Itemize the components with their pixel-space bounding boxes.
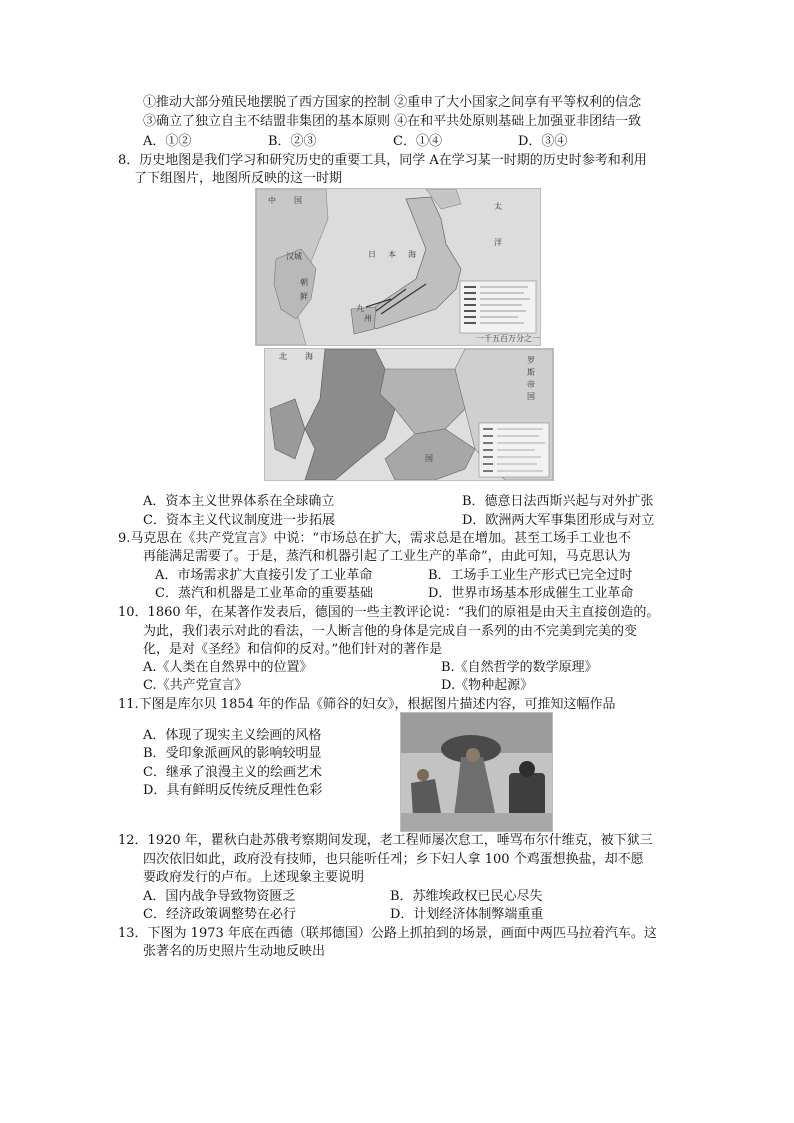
q10-stem-line-1: 10．1860 年，在某著作发表后，德国的一些主教评论说：“我们的原祖是由天主直接创造的。	[118, 605, 660, 620]
map2-label-6: 国	[425, 454, 433, 463]
q11-option-a: A．体现了现实主义绘画的风格	[143, 728, 322, 743]
map2-label-5: 国	[527, 392, 535, 401]
q12-option-d: D．计划经济体制弊端重重	[390, 907, 544, 922]
q9-option-c: C．蒸汽和机器是工业革命的重要基础	[155, 586, 373, 601]
q10-stem-line-2: 为此，我们表示对此的看法，一人断言他的身体是完成自一系列的由不完美到完美的变	[143, 624, 638, 639]
map2-label-2: 罗	[527, 356, 535, 365]
q9-stem-line-2: 再能满足需要了。于是，蒸汽和机器引起了工业生产的革命”，由此可知，马克思认为	[143, 549, 631, 564]
q12-option-b: B．苏维埃政权已民心尽失	[390, 889, 543, 904]
q11-option-d: D．具有鲜明反传统反理性色彩	[143, 783, 323, 798]
q10-stem-line-3: 化，是对《圣经》和信仰的反对。”他们针对的著作是	[143, 642, 443, 657]
q12-option-c: C．经济政策调整势在必行	[143, 907, 296, 922]
map1-label-11: 九	[356, 304, 364, 313]
map2-label-4: 帝	[527, 380, 535, 389]
q12-stem-line-1: 12．1920 年，瞿秋白赴苏俄考察期间发现，老工程师屡次怠工，唾骂布尔什维克，被下狱三	[118, 833, 653, 848]
q11-stem: 11.下图是库尔贝 1854 年的作品《筛谷的妇女》，根据图片描述内容，可推知这幅作品	[118, 697, 616, 712]
q8-option-c: C．资本主义代议制度进一步拓展	[143, 513, 335, 528]
q7-option-b: B．②③	[268, 134, 317, 149]
map1-label-7: 洋	[494, 238, 502, 247]
q8-option-d: D．欧洲两大军事集团形成与对立	[462, 513, 655, 528]
map1-label-4: 本	[388, 250, 396, 259]
map-europe-alliances	[264, 348, 554, 481]
map1-label-5: 海	[408, 250, 416, 259]
map1-label-10: 州	[364, 314, 372, 323]
q12-option-a: A．国内战争导致物资匮乏	[143, 889, 296, 904]
q13-stem-line-2: 张著名的历史照片生动地反映出	[143, 944, 326, 959]
map1-label-9: 鲜	[300, 292, 308, 301]
map1-label-6: 太	[494, 202, 502, 211]
q8-option-b: B．德意日法西斯兴起与对外扩张	[462, 494, 654, 509]
painting-image	[400, 712, 553, 832]
q12-stem-line-3: 要政府发行的卢布。上述现象主要说明	[143, 870, 365, 885]
map1-label-1: 国	[294, 196, 302, 205]
map1-caption: 一千五百万分之一	[476, 334, 540, 343]
q8-option-a: A．资本主义世界体系在全球确立	[143, 494, 335, 509]
q9-option-d: D．世界市场基本形成催生工业革命	[428, 586, 634, 601]
map1-label-3: 日	[368, 250, 376, 259]
q10-option-c: C.《共产党宣言》	[143, 678, 248, 693]
q7-statement-2: ③确立了独立自主不结盟非集团的基本原则 ④在和平共处原则基础上加强亚非团结一致	[143, 114, 642, 129]
q8-stem-line-2: 了下组图片，地图所反映的这一时期	[134, 171, 343, 186]
map1-label-8: 朝	[300, 278, 308, 287]
q7-option-c: C．①④	[393, 134, 442, 149]
q10-option-d: D.《物种起源》	[441, 678, 534, 693]
q9-option-b: B．工场手工业生产形式已完全过时	[428, 568, 633, 583]
q13-stem-line-1: 13．下图为 1973 年底在西德（联邦德国）公路上抓拍到的场景，画面中两匹马拉着汽车。这	[118, 926, 657, 941]
q8-stem-line-1: 8．历史地图是我们学习和研究历史的重要工具，同学 A在学习某一时期的历史时参考和利用	[118, 153, 647, 168]
q7-statement-1: ①推动大部分殖民地摆脱了西方国家的控制 ②重申了大小国家之间享有平等权利的信念	[143, 95, 642, 110]
q10-option-a: A.《人类在自然界中的位置》	[143, 660, 313, 675]
q12-stem-line-2: 四次依旧如此，政府没有技师，也只能听任게；乡下妇人拿 100 个鸡蛋想换盐，却不愿	[143, 852, 644, 867]
map2-label-1: 海	[305, 352, 313, 361]
map1-label-0: 中	[268, 196, 276, 205]
q11-option-c: C．继承了浪漫主义的绘画艺术	[143, 765, 322, 780]
q11-option-b: B．受印象派画风的影响较明显	[143, 746, 322, 761]
q9-stem-line-1: 9.马克思在《共产党宣言》中说：“市场总在扩大，需求总是在增加。甚至工场手工业也不	[118, 531, 632, 546]
map1-label-2: 汉城	[286, 252, 302, 261]
map2-label-3: 斯	[527, 368, 535, 377]
q9-option-a: A．市场需求扩大直接引发了工业革命	[155, 568, 373, 583]
q7-option-d: D．③④	[518, 134, 568, 149]
map2-label-0: 北	[279, 352, 287, 361]
map-japan-korea	[255, 188, 541, 346]
q7-option-a: A．①②	[143, 134, 192, 149]
q10-option-b: B.《自然哲学的数学原理》	[441, 660, 598, 675]
